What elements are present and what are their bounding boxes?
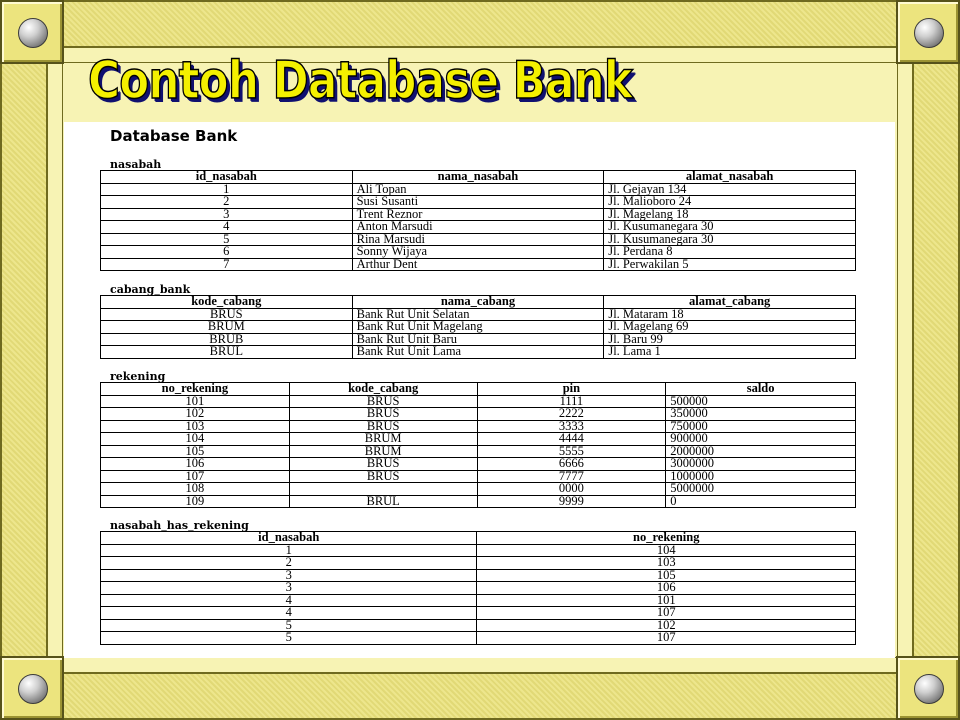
table-row bbox=[101, 258, 856, 271]
table-row bbox=[101, 208, 856, 221]
frame-right bbox=[912, 0, 960, 720]
stud-icon bbox=[18, 674, 48, 704]
table-cell: 9999 bbox=[477, 495, 666, 508]
table-cell: 106 bbox=[101, 458, 290, 471]
table-cell: 105 bbox=[101, 445, 290, 458]
table-cell: Anton Marsudi bbox=[352, 221, 604, 234]
table-nasabah bbox=[100, 170, 856, 271]
table-cell: Arthur Dent bbox=[352, 258, 604, 271]
table-cell: Jl. Baru 99 bbox=[604, 333, 856, 346]
table-cell: BRUM bbox=[101, 321, 353, 334]
table-cell: Jl. Magelang 69 bbox=[604, 321, 856, 334]
table-cell: BRUS bbox=[289, 420, 477, 433]
table-cell: 900000 bbox=[666, 433, 856, 446]
table-row bbox=[101, 470, 856, 483]
table-cell: 2000000 bbox=[666, 445, 856, 458]
column-header: id_nasabah bbox=[101, 171, 353, 184]
table-cell: Susi Susanti bbox=[352, 196, 604, 209]
table-cell: 105 bbox=[477, 569, 856, 582]
table-cell: BRUL bbox=[101, 346, 353, 359]
table-cell: 3 bbox=[101, 569, 477, 582]
table-cabang-bank bbox=[100, 295, 856, 359]
table-row bbox=[101, 183, 856, 196]
table-cell: 3 bbox=[101, 208, 353, 221]
table-row bbox=[101, 458, 856, 471]
table-row bbox=[101, 495, 856, 508]
database-document bbox=[64, 122, 895, 658]
table-cell: 750000 bbox=[666, 420, 856, 433]
table-cell: 109 bbox=[101, 495, 290, 508]
table-cell: 107 bbox=[477, 632, 856, 645]
slide-title: Contoh Database Bank bbox=[88, 51, 633, 111]
table-cell: 5000000 bbox=[666, 483, 856, 496]
table-cell: Jl. Malioboro 24 bbox=[604, 196, 856, 209]
column-header: saldo bbox=[666, 383, 856, 396]
table-caption-cabang-bank: cabang_bank bbox=[110, 283, 191, 296]
column-header: id_nasabah bbox=[101, 532, 477, 545]
table-cell: 0000 bbox=[477, 483, 666, 496]
table-row bbox=[101, 582, 856, 595]
table-cell: Bank Rut Unit Lama bbox=[352, 346, 604, 359]
table-cell: 500000 bbox=[666, 395, 856, 408]
table-header-row bbox=[101, 383, 856, 396]
table-row bbox=[101, 445, 856, 458]
table-row bbox=[101, 221, 856, 234]
table-row bbox=[101, 420, 856, 433]
frame-bottom bbox=[0, 672, 960, 720]
table-cell: 1 bbox=[101, 183, 353, 196]
stud-icon bbox=[914, 18, 944, 48]
table-row bbox=[101, 544, 856, 557]
frame-left bbox=[0, 0, 48, 720]
table-cell: 4 bbox=[101, 607, 477, 620]
frame-top bbox=[0, 0, 960, 48]
table-cell: Sonny Wijaya bbox=[352, 246, 604, 259]
table-cell: BRUS bbox=[289, 395, 477, 408]
table-row bbox=[101, 632, 856, 645]
table-cell: BRUS bbox=[289, 458, 477, 471]
table-cell: 102 bbox=[101, 408, 290, 421]
table-row bbox=[101, 346, 856, 359]
table-cell: 3 bbox=[101, 582, 477, 595]
table-cell: Jl. Perdana 8 bbox=[604, 246, 856, 259]
table-cell: 7777 bbox=[477, 470, 666, 483]
table-cell: BRUM bbox=[289, 433, 477, 446]
table-cell: 1000000 bbox=[666, 470, 856, 483]
document-title: Database Bank bbox=[110, 127, 238, 145]
table-cell: 5 bbox=[101, 233, 353, 246]
table-cell: 102 bbox=[477, 619, 856, 632]
table-cell: 107 bbox=[101, 470, 290, 483]
table-cell: BRUM bbox=[289, 445, 477, 458]
table-cell: Jl. Magelang 18 bbox=[604, 208, 856, 221]
table-cell: 7 bbox=[101, 258, 353, 271]
table-cell: 5 bbox=[101, 619, 477, 632]
table-cell: 2 bbox=[101, 557, 477, 570]
table-cell: BRUB bbox=[101, 333, 353, 346]
table-rekening bbox=[100, 382, 856, 508]
table-cell: 4 bbox=[101, 594, 477, 607]
table-cell: 6 bbox=[101, 246, 353, 259]
corner-stud-top-right bbox=[896, 0, 960, 64]
table-cell: 104 bbox=[477, 544, 856, 557]
column-header: kode_cabang bbox=[101, 296, 353, 309]
table-caption-nasabah: nasabah bbox=[110, 158, 162, 171]
table-row bbox=[101, 594, 856, 607]
column-header: no_rekening bbox=[477, 532, 856, 545]
table-header-row bbox=[101, 171, 856, 184]
table-caption-nasabah-has-rekening: nasabah_has_rekening bbox=[110, 519, 249, 532]
table-cell: 3000000 bbox=[666, 458, 856, 471]
table-cell: Ali Topan bbox=[352, 183, 604, 196]
column-header: kode_cabang bbox=[289, 383, 477, 396]
corner-stud-top-left bbox=[0, 0, 64, 64]
table-row bbox=[101, 408, 856, 421]
table-cell: 107 bbox=[477, 607, 856, 620]
table-cell: 101 bbox=[477, 594, 856, 607]
table-cell: BRUL bbox=[289, 495, 477, 508]
table-cell: 0 bbox=[666, 495, 856, 508]
column-header: nama_nasabah bbox=[352, 171, 604, 184]
table-cell: 108 bbox=[101, 483, 290, 496]
table-cell: 2222 bbox=[477, 408, 666, 421]
column-header: alamat_cabang bbox=[604, 296, 856, 309]
table-cell: Jl. Kusumanegara 30 bbox=[604, 233, 856, 246]
table-row bbox=[101, 569, 856, 582]
column-header: alamat_nasabah bbox=[604, 171, 856, 184]
table-cell: 3333 bbox=[477, 420, 666, 433]
column-header: nama_cabang bbox=[352, 296, 604, 309]
column-header: pin bbox=[477, 383, 666, 396]
table-cell: 6666 bbox=[477, 458, 666, 471]
corner-stud-bottom-left bbox=[0, 656, 64, 720]
table-row bbox=[101, 619, 856, 632]
table-cell: Bank Rut Unit Magelang bbox=[352, 321, 604, 334]
table-row bbox=[101, 607, 856, 620]
table-cell: Jl. Lama 1 bbox=[604, 346, 856, 359]
table-cell: 4 bbox=[101, 221, 353, 234]
table-cell: 2 bbox=[101, 196, 353, 209]
stud-icon bbox=[914, 674, 944, 704]
table-cell: 4444 bbox=[477, 433, 666, 446]
table-cell: Bank Rut Unit Baru bbox=[352, 333, 604, 346]
table-cell: BRUS bbox=[101, 308, 353, 321]
table-cell: Jl. Mataram 18 bbox=[604, 308, 856, 321]
table-cell: Rina Marsudi bbox=[352, 233, 604, 246]
table-cell: Jl. Kusumanegara 30 bbox=[604, 221, 856, 234]
table-cell: 104 bbox=[101, 433, 290, 446]
table-row bbox=[101, 483, 856, 496]
table-caption-rekening: rekening bbox=[110, 370, 166, 383]
table-cell: Trent Reznor bbox=[352, 208, 604, 221]
table-cell: 350000 bbox=[666, 408, 856, 421]
table-row bbox=[101, 233, 856, 246]
table-cell: 1 bbox=[101, 544, 477, 557]
column-header: no_rekening bbox=[101, 383, 290, 396]
table-row bbox=[101, 196, 856, 209]
table-row bbox=[101, 433, 856, 446]
table-cell: 5555 bbox=[477, 445, 666, 458]
table-cell: 1111 bbox=[477, 395, 666, 408]
table-cell: 103 bbox=[101, 420, 290, 433]
table-row bbox=[101, 557, 856, 570]
table-nasabah-has-rekening bbox=[100, 531, 856, 645]
table-cell: Jl. Perwakilan 5 bbox=[604, 258, 856, 271]
table-cell: 5 bbox=[101, 632, 477, 645]
table-cell: BRUS bbox=[289, 408, 477, 421]
table-row bbox=[101, 395, 856, 408]
table-row bbox=[101, 246, 856, 259]
table-header-row bbox=[101, 532, 856, 545]
table-cell: 106 bbox=[477, 582, 856, 595]
stud-icon bbox=[18, 18, 48, 48]
corner-stud-bottom-right bbox=[896, 656, 960, 720]
table-cell: Jl. Gejayan 134 bbox=[604, 183, 856, 196]
table-cell: Bank Rut Unit Selatan bbox=[352, 308, 604, 321]
table-cell: 101 bbox=[101, 395, 290, 408]
table-cell: BRUS bbox=[289, 470, 477, 483]
table-cell: 103 bbox=[477, 557, 856, 570]
